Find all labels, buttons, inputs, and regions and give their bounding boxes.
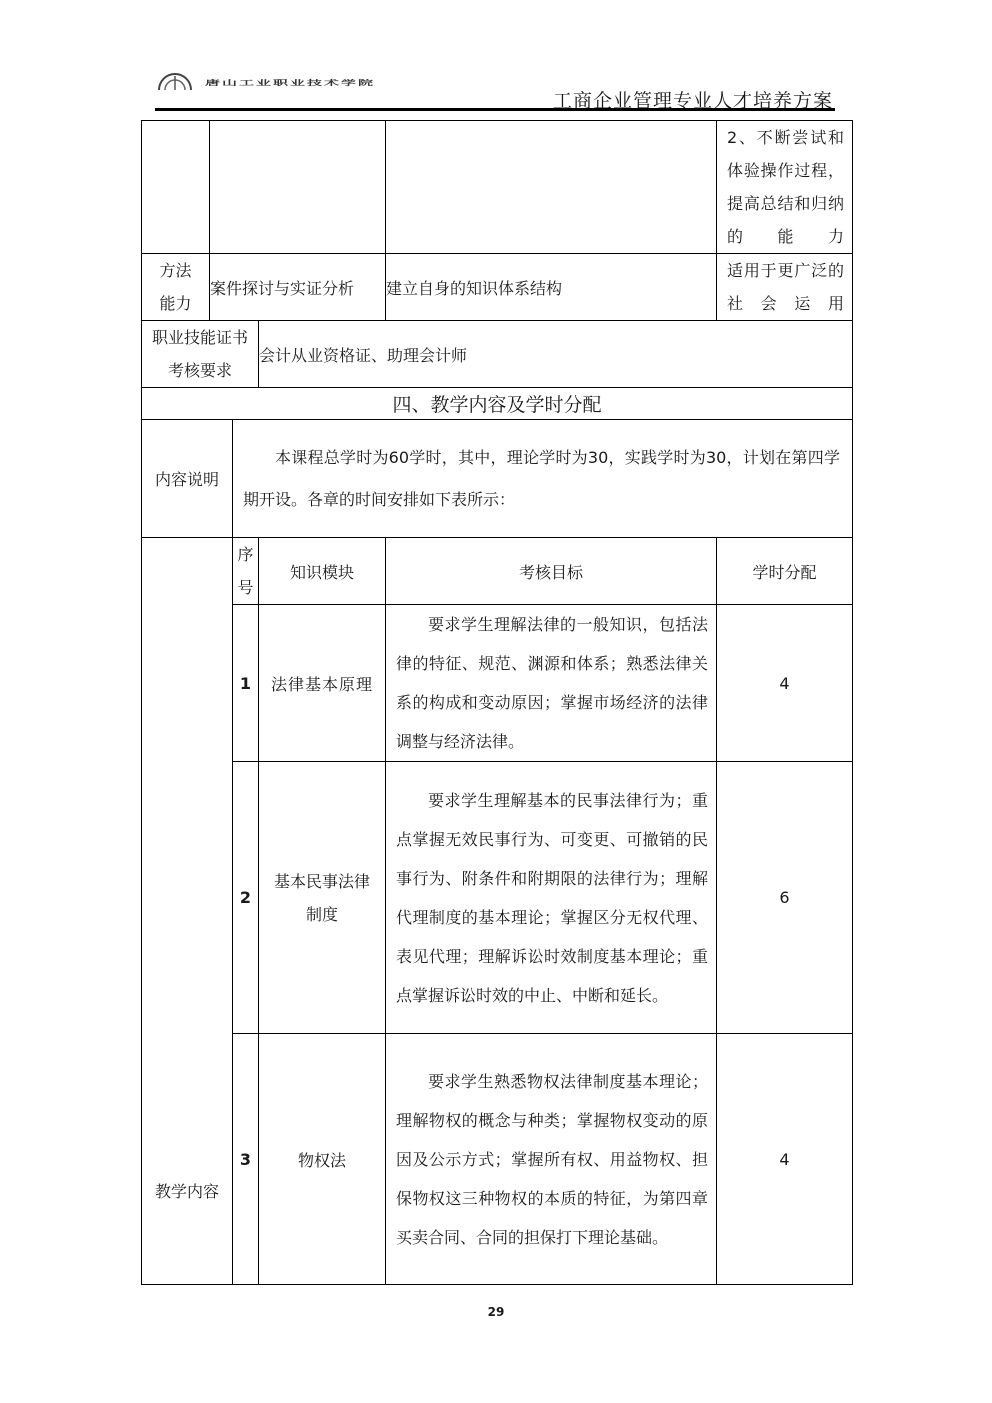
row-hours: 4 bbox=[717, 605, 853, 762]
table-row bbox=[142, 762, 853, 1034]
row-module: 基本民事法律制度 bbox=[259, 762, 386, 1034]
header-module: 知识模块 bbox=[259, 538, 386, 605]
ability-goal-cell: 2、不断尝试和体验操作过程，提高总结和归纳的能力 bbox=[717, 121, 853, 254]
certification-row bbox=[142, 321, 853, 388]
section-title: 四、教学内容及学时分配 bbox=[142, 388, 853, 420]
row-seq: 1 bbox=[233, 605, 259, 762]
row-seq: 3 bbox=[233, 1034, 259, 1285]
row-goal: 要求学生理解法律的一般知识，包括法律的特征、规范、渊源和体系；熟悉法律关系的构成和变动原因；掌握市场经济的法律调整与经济法律。 bbox=[386, 605, 717, 762]
table-cell bbox=[142, 121, 210, 254]
school-name: 唐山工业职业技术学院 bbox=[205, 78, 376, 87]
document-title: 工商企业管理专业人才培养方案 bbox=[552, 90, 833, 112]
method-goal: 适用于更广泛的社会运用 bbox=[717, 254, 853, 321]
table-row bbox=[142, 121, 853, 254]
certification-value: 会计从业资格证、助理会计师 bbox=[259, 321, 853, 388]
row-seq: 2 bbox=[233, 762, 259, 1034]
table-cell bbox=[210, 121, 386, 254]
row-hours: 6 bbox=[717, 762, 853, 1034]
table-row bbox=[142, 605, 853, 762]
school-logo-icon bbox=[157, 72, 193, 92]
table-row bbox=[142, 1034, 853, 1285]
row-module: 物权法 bbox=[259, 1034, 386, 1285]
row-goal: 要求学生理解基本的民事法律行为；重点掌握无效民事行为、可变更、可撤销的民事行为、附条件和附期限的法律行为；理解代理制度的基本理论；掌握区分无权代理、表见代理；理解诉讼时效制度基本理论；重点掌握诉讼时效的中止、中断和延长。 bbox=[386, 762, 717, 1034]
certification-label: 职业技能证书考核要求 bbox=[142, 321, 259, 388]
teaching-header-row bbox=[142, 538, 853, 605]
row-goal: 要求学生熟悉物权法律制度基本理论；理解物权的概念与种类；掌握物权变动的原因及公示方式；掌握所有权、用益物权、担保物权这三种物权的本质的特征，为第四章买卖合同、合同的担保打下理论基础。 bbox=[386, 1034, 717, 1285]
header-hours: 学时分配 bbox=[717, 538, 853, 605]
method-content: 案件探讨与实证分析 bbox=[210, 254, 386, 321]
teaching-content-label: 教学内容 bbox=[142, 538, 233, 1285]
content-description-text: 本课程总学时为60学时，其中，理论学时为30，实践学时为30，计划在第四学期开设。各章的时间安排如下表所示： bbox=[233, 420, 853, 538]
content-description-row bbox=[142, 420, 853, 538]
page-header bbox=[155, 62, 835, 112]
header-rule bbox=[155, 108, 835, 111]
content-description-label: 内容说明 bbox=[142, 420, 233, 538]
header-goal: 考核目标 bbox=[386, 538, 717, 605]
page-number: 29 bbox=[487, 1305, 505, 1319]
header-seq: 序号 bbox=[233, 538, 259, 605]
method-ability-row bbox=[142, 254, 853, 321]
section-title-row bbox=[142, 388, 853, 420]
row-module: 法律基本原理 bbox=[259, 605, 386, 762]
method-outcome: 建立自身的知识体系结构 bbox=[386, 254, 717, 321]
table-cell bbox=[386, 121, 717, 254]
course-table bbox=[141, 120, 853, 1285]
method-ability-label: 方法能力 bbox=[142, 254, 210, 321]
row-hours: 4 bbox=[717, 1034, 853, 1285]
